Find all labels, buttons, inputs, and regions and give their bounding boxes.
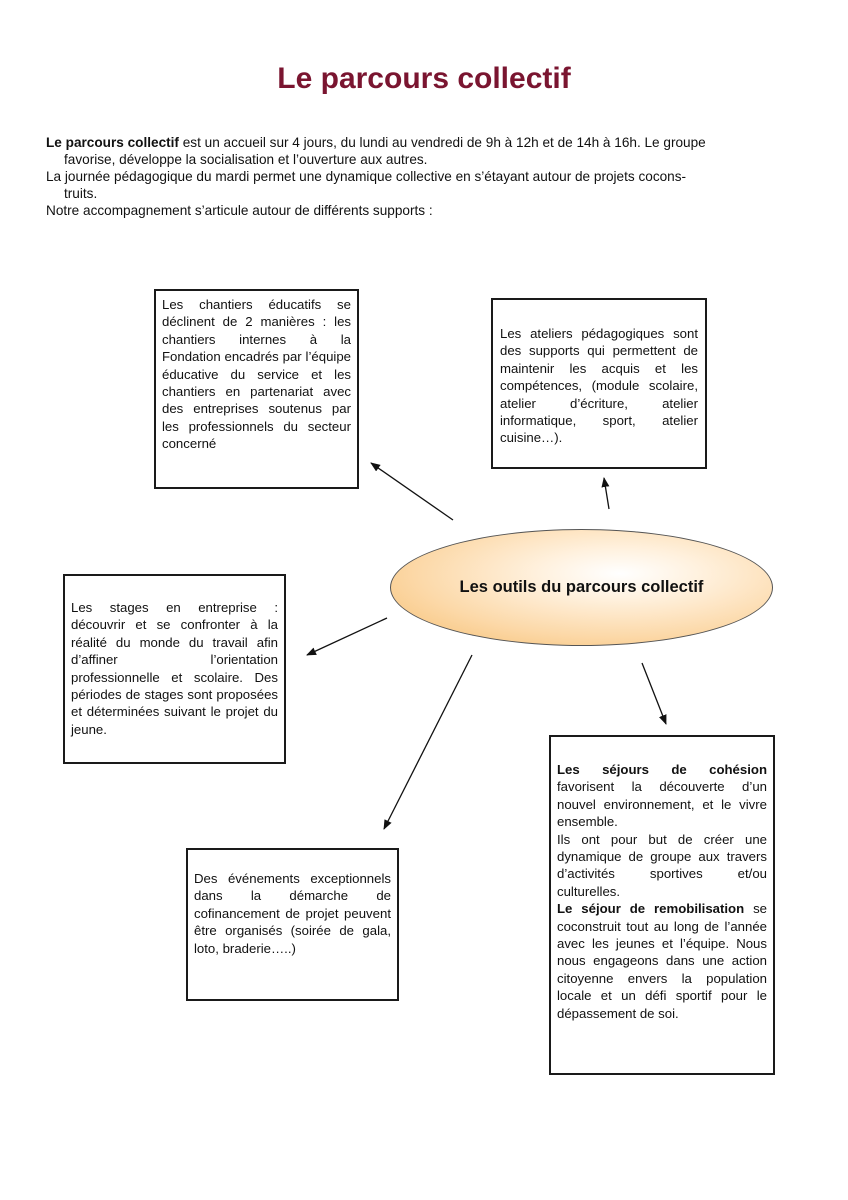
center-label: Les outils du parcours collectif bbox=[459, 578, 704, 596]
sejours-cohesion-text: favorisent la découverte d’un nouvel environnement, et le vivre ensemble. bbox=[557, 779, 767, 830]
box-stages-text: Les stages en entreprise : découvrir et se confronter à la réalité du monde du travail afin d’affiner l’orientation professionnelle et scolaire. Des périodes de stages sont proposées et déterminées suivant le projet du jeune. bbox=[71, 600, 278, 737]
box-chantiers-educatifs bbox=[154, 289, 359, 489]
sejour-remobilisation-bold: Le séjour de remobilisation bbox=[557, 901, 745, 917]
page-title: Le parcours collectif bbox=[277, 62, 571, 95]
box-sejours-para-2: Ils ont pour but de créer une dynamique de groupe aux travers d’activités sportives et/ou culturelles. bbox=[557, 831, 767, 899]
box-ateliers-pedagogiques bbox=[491, 298, 707, 469]
arrow-to-evenements bbox=[384, 655, 472, 829]
arrow-to-stages bbox=[307, 618, 387, 655]
intro-line-5: Notre accompagnement s’articule autour de différents supports : bbox=[46, 203, 433, 218]
box-ateliers-text: Les ateliers pédagogiques sont des supports qui permettent de maintenir les acquis et les compétences, (module scolaire, atelier d’écriture, atelier informatique, sport, atelier cuisine…). bbox=[500, 326, 698, 446]
sejour-remobilisation-text: se coconstruit tout au long de l’année avec les jeunes et l’équipe. Nous nous engageons dans une action citoyenne envers la population locale et un défi sportif pour le dépassement de soi. bbox=[557, 901, 767, 1021]
center-ellipse bbox=[390, 529, 773, 646]
arrow-to-chantiers bbox=[371, 463, 453, 520]
box-sejours-para-3 bbox=[557, 900, 767, 1022]
intro-line-4: truits. bbox=[64, 186, 98, 201]
box-evenements-text: Des événements exceptionnels dans la démarche de cofinancement de projet peuvent être organisés (soirée de gala, loto, braderie…..) bbox=[194, 871, 391, 956]
intro-line-1-text: est un accueil sur 4 jours, du lundi au vendredi de 9h à 12h et de 14h à 16h. Le groupe bbox=[178, 135, 706, 150]
box-evenements bbox=[186, 848, 399, 1001]
sejours-cohesion-bold: Les séjours de cohésion bbox=[557, 762, 767, 777]
arrow-to-sejours bbox=[642, 663, 666, 724]
intro-line-2: favorise, développe la socialisation et l’ouverture aux autres. bbox=[64, 152, 428, 167]
box-sejours bbox=[549, 735, 775, 1075]
box-chantiers-text: Les chantiers éducatifs se déclinent de 2 manières : les chantiers internes à la Fondation encadrés par l’équipe éducative du service et les chantiers en partenariat avec des entreprises soutenus par les professionnels du secteur concerné bbox=[162, 297, 351, 452]
box-stages-entreprise bbox=[63, 574, 286, 764]
intro-bold-lead: Le parcours collectif bbox=[46, 135, 179, 150]
arrow-to-ateliers bbox=[604, 478, 609, 509]
intro-line-3: La journée pédagogique du mardi permet une dynamique collective en s’étayant autour de projets cocons- bbox=[46, 169, 687, 184]
box-sejours-para-1 bbox=[557, 761, 767, 831]
